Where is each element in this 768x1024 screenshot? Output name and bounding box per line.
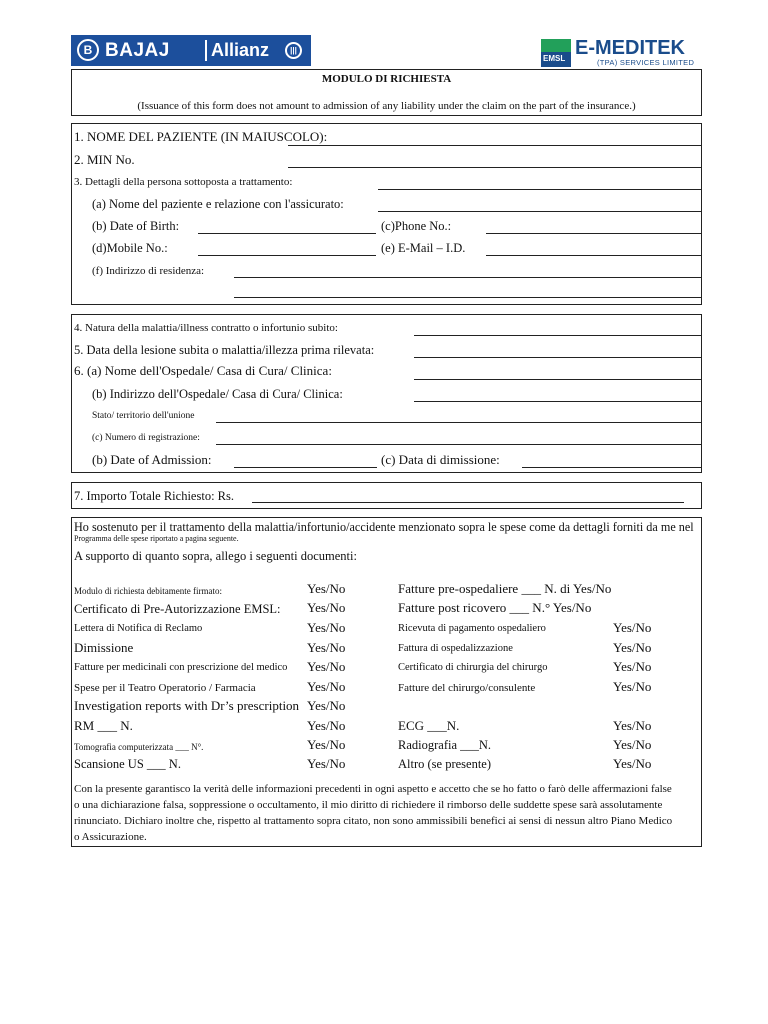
min-no-label: 2. MIN No. <box>74 152 135 167</box>
hospital-address-field[interactable] <box>414 401 701 402</box>
email-label: (e) E-Mail – I.D. <box>381 241 466 255</box>
expense-schedule-text: Programma delle spese riportato a pagina seguente. <box>74 534 239 543</box>
injury-date-label: 5. Data della lesione subita o malattia/illezza prima rilevata: <box>74 343 375 357</box>
doc-xray-yesno[interactable]: Yes/No <box>613 737 652 752</box>
doc-surgeon-bills-yesno[interactable]: Yes/No <box>613 679 652 694</box>
doc-hospital-bill-label: Fattura di ospedalizzazione <box>398 643 513 654</box>
doc-preauth-yesno[interactable]: Yes/No <box>307 600 346 615</box>
discharge-date-field[interactable] <box>522 467 701 468</box>
declaration-line-2: o una dichiarazione falsa, soppressione o occultamento, il mio diritto di richiedere il rimborso delle suddette spese sarà assolutamente <box>74 799 663 811</box>
total-amount-field[interactable] <box>252 502 684 503</box>
doc-other-yesno[interactable]: Yes/No <box>613 756 652 771</box>
hospital-address-label: (b) Indirizzo dell'Ospedale/ Casa di Cura/ Clinica: <box>92 387 343 401</box>
doc-investigation-yesno[interactable]: Yes/No <box>307 698 346 713</box>
documents-intro-text: A supporto di quanto sopra, allego i seguenti documenti: <box>74 549 357 563</box>
discharge-date-label: (c) Data di dimissione: <box>381 452 500 467</box>
state-territory-label: Stato/ territorio dell'unione <box>92 411 195 421</box>
mobile-field[interactable] <box>198 255 376 256</box>
doc-medicine-bills-label: Fatture per medicinali con prescrizione del medico <box>74 662 288 673</box>
doc-pre-hospital-bills[interactable]: Fatture pre-ospedaliere ___ N. di Yes/No <box>398 581 612 596</box>
doc-medicine-bills-yesno[interactable]: Yes/No <box>307 659 346 674</box>
state-territory-field[interactable] <box>216 422 701 423</box>
patient-relation-label: (a) Nome del paziente e relazione con l'assicurato: <box>92 197 344 211</box>
doc-hospital-receipt-yesno[interactable]: Yes/No <box>613 620 652 635</box>
dob-field[interactable] <box>198 233 376 234</box>
form-title: MODULO DI RICHIESTA <box>321 73 452 85</box>
admission-date-field[interactable] <box>234 467 377 468</box>
doc-hospital-receipt-label: Ricevuta di pagamento ospedaliero <box>398 623 546 634</box>
doc-claim-form-label: Modulo di richiesta debitamente firmato: <box>74 586 222 596</box>
declaration-line-1: Con la presente garantisco la verità delle informazioni precedenti in ogni aspetto e accetto che se ho fatto o farò delle affermazioni false <box>74 783 672 795</box>
meditek-brand-text: E-MEDITEK <box>575 37 685 59</box>
registration-number-field[interactable] <box>216 444 701 445</box>
mobile-label: (d)Mobile No.: <box>92 241 168 255</box>
expense-intro-text: Ho sostenuto per il trattamento della malattia/infortunio/accidente menzionato sopra le spese come da dettagli forniti da me nel <box>74 520 694 534</box>
doc-us-label: Scansione US ___ N. <box>74 757 181 771</box>
bajaj-emblem-icon: B <box>77 39 99 61</box>
min-no-field[interactable] <box>288 167 701 168</box>
patient-name-field[interactable] <box>288 145 701 146</box>
allianz-brand-text: Allianz <box>211 40 270 60</box>
phone-field[interactable] <box>486 233 701 234</box>
doc-claim-notice-yesno[interactable]: Yes/No <box>307 620 346 635</box>
residence-address-label: (f) Indirizzo di residenza: <box>92 265 205 277</box>
total-amount-label: 7. Importo Totale Richiesto: Rs. <box>74 489 234 503</box>
doc-investigation-label: Investigation reports with Dr’s prescription <box>74 698 300 713</box>
doc-xray-label: Radiografia ___N. <box>398 738 492 752</box>
declaration-line-3: rinunciato. Dichiaro inoltre che, rispetto al trattamento sopra citato, non sono ammissibili benefici ai sensi di nessun altro Piano Medico <box>74 815 673 827</box>
hospital-name-field[interactable] <box>414 379 701 380</box>
registration-number-label: (c) Numero di registrazione: <box>92 433 200 443</box>
patient-relation-field[interactable] <box>378 211 701 212</box>
patient-name-label: 1. NOME DEL PAZIENTE (IN MAIUSCOLO): <box>74 129 328 144</box>
doc-surgery-cert-label: Certificato di chirurgia del chirurgo <box>398 662 548 673</box>
doc-discharge-yesno[interactable]: Yes/No <box>307 640 346 655</box>
logo-divider <box>205 40 207 61</box>
doc-surgery-cert-yesno[interactable]: Yes/No <box>613 659 652 674</box>
doc-ot-pharmacy-label: Spese per il Teatro Operatorio / Farmacia <box>74 682 256 694</box>
doc-ct-label: Tomografia computerizzata ___ N°. <box>74 742 204 752</box>
treated-person-label: 3. Dettagli della persona sottoposta a trattamento: <box>74 176 293 188</box>
illness-nature-field[interactable] <box>414 335 701 336</box>
doc-hospital-bill-yesno[interactable]: Yes/No <box>613 640 652 655</box>
doc-preauth-label: Certificato di Pre-Autorizzazione EMSL: <box>74 602 281 616</box>
admission-date-label: (b) Date of Admission: <box>92 452 212 467</box>
doc-claim-notice-label: Lettera di Notifica di Reclamo <box>74 623 203 634</box>
bajaj-brand-text: BAJAJ <box>105 40 170 61</box>
declaration-line-4: o Assicurazione. <box>74 831 147 843</box>
residence-address-field-2[interactable] <box>234 297 701 298</box>
doc-ot-pharmacy-yesno[interactable]: Yes/No <box>307 679 346 694</box>
doc-surgeon-bills-label: Fatture del chirurgo/consulente <box>398 682 536 694</box>
form-notice: (Issuance of this form does not amount to admission of any liability under the claim on the part of the insurance.) <box>137 100 636 112</box>
emsl-badge-logo: EMSL <box>541 39 571 67</box>
phone-label: (c)Phone No.: <box>381 219 452 233</box>
doc-discharge-label: Dimissione <box>74 640 134 655</box>
bajaj-allianz-logo <box>71 35 311 66</box>
meditek-tagline: (TPA) SERVICES LIMITED <box>597 58 695 67</box>
email-field[interactable] <box>486 255 701 256</box>
treated-person-field[interactable] <box>378 189 701 190</box>
doc-ecg-label: ECG ___N. <box>398 718 460 733</box>
doc-mri-label: RM ___ N. <box>74 718 133 733</box>
hospital-name-label: 6. (a) Nome dell'Ospedale/ Casa di Cura/ Clinica: <box>74 363 332 378</box>
allianz-emblem-icon: ||| <box>285 42 302 59</box>
illness-nature-label: 4. Natura della malattia/illness contratto o infortunio subito: <box>74 322 338 334</box>
dob-label: (b) Date of Birth: <box>92 219 180 233</box>
residence-address-field-1[interactable] <box>234 277 701 278</box>
doc-mri-yesno[interactable]: Yes/No <box>307 718 346 733</box>
doc-other-label: Altro (se presente) <box>398 757 492 771</box>
doc-ct-yesno[interactable]: Yes/No <box>307 737 346 752</box>
injury-date-field[interactable] <box>414 357 701 358</box>
doc-claim-form-yesno[interactable]: Yes/No <box>307 581 346 596</box>
doc-ecg-yesno[interactable]: Yes/No <box>613 718 652 733</box>
doc-us-yesno[interactable]: Yes/No <box>307 756 346 771</box>
doc-post-hospital-bills[interactable]: Fatture post ricovero ___ N.° Yes/No <box>398 600 592 615</box>
